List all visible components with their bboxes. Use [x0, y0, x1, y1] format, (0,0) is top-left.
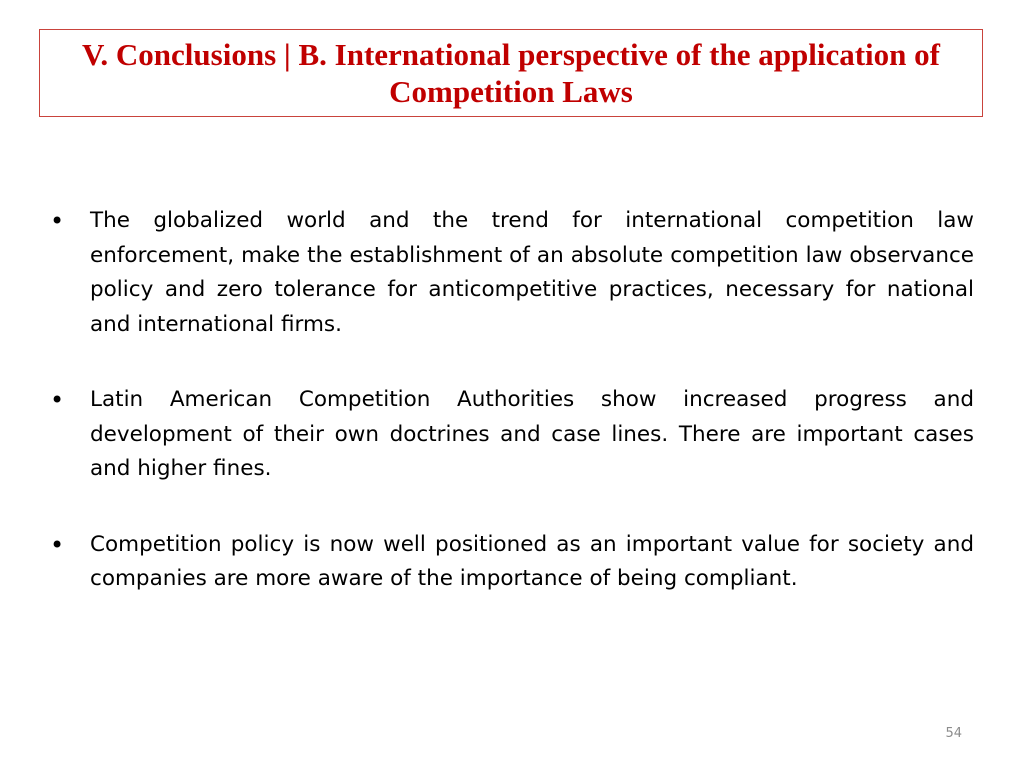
- bullet-item: [48, 204, 974, 342]
- page-number: 54: [945, 726, 962, 741]
- slide-title-box: [39, 29, 983, 117]
- bullet-item: [48, 528, 974, 597]
- slide-title: V. Conclusions | B. International perspective of the application of Competition Laws: [82, 37, 940, 109]
- bullet-text: The globalized world and the trend for international competition law enforcement, make the establishment of an absolute competition law observance policy and zero tolerance for anticompetitive practices, necessary for national and international firms.: [90, 208, 974, 337]
- bullet-item: [48, 383, 974, 487]
- bullet-dot-icon: •: [50, 530, 65, 559]
- bullet-dot-icon: •: [50, 386, 65, 414]
- bullet-text: Competition policy is now well positioned as an important value for society and companies are more aware of the importance of being compliant.: [90, 531, 974, 591]
- bullet-dot-icon: •: [50, 207, 65, 235]
- bullet-text: Latin American Competition Authorities show increased progress and development of their own doctrines and case lines. There are important cases and higher fines.: [90, 387, 974, 481]
- bullet-list: [48, 204, 974, 638]
